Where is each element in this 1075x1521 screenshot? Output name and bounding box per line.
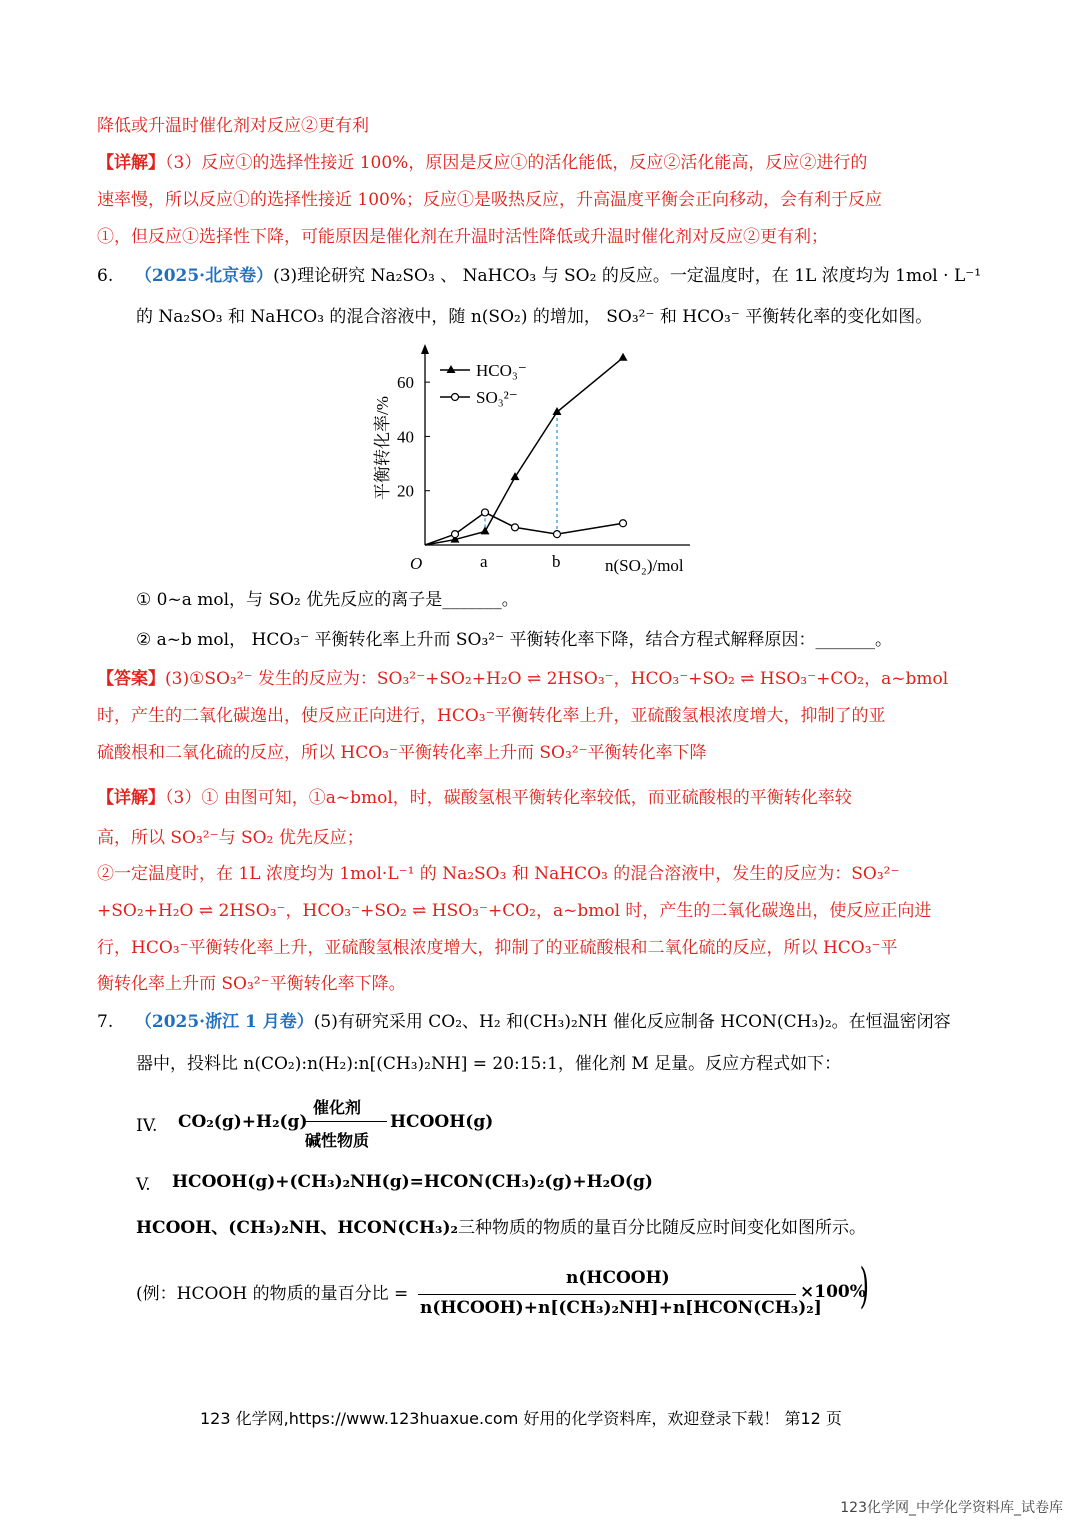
question-text: (3)理论研究 Na₂SO₃ 、 NaHCO₃ 与 SO₂ 的反应。一定温度时，在 1L 浓度均为 1mol · L⁻¹ — [273, 266, 982, 286]
legend-label: HCO₃⁻ — [476, 361, 527, 380]
detail-line: ①，但反应①选择性下降，可能原因是催化剂在升温时活性降低或升温时催化剂对反应②更有利； — [97, 227, 828, 247]
watermark: 123化学网_中学化学资料库_试卷库 — [840, 1500, 1063, 1516]
close-paren: ) — [859, 1258, 870, 1314]
sub-question-1: ① 0~a mol，与 SO₂ 优先反应的离子是_______。 — [136, 590, 519, 610]
example-prefix: (例：HCOOH 的物质的量百分比 = — [136, 1284, 409, 1304]
question-6-line — [97, 264, 981, 288]
y-tick-label: 60 — [397, 373, 414, 393]
equation-v: HCOOH(g)+(CH₃)₂NH(g)=HCON(CH₃)₂(g)+H₂O(g) — [172, 1172, 653, 1192]
question-text — [136, 1216, 866, 1240]
question-source: （2025·浙江 1 月卷） — [134, 1012, 314, 1032]
detail-text: （3）反应①的选择性接近 100%，原因是反应①的活化能低，反应②活化能高，反应②进行的 — [165, 153, 868, 173]
x-axis-label: n(SO₂)/mol — [605, 556, 684, 575]
answer-line: 降低或升温时催化剂对反应②更有利 — [97, 116, 369, 136]
question-number: 6. — [97, 266, 114, 286]
data-point-triangle — [553, 407, 562, 415]
origin-label: O — [410, 554, 423, 573]
example-suffix: ×100% — [800, 1282, 866, 1302]
series-line — [425, 358, 623, 545]
y-axis-arrow — [421, 344, 429, 354]
conversion-chart — [360, 340, 720, 576]
question-7-line — [97, 1010, 951, 1034]
question-text: 的 Na₂SO₃ 和 NaHCO₃ 的混合溶液中，随 n(SO₂) 的增加， SO₃²⁻ 和 HCO₃⁻ 平衡转化率的变化如图。 — [136, 307, 933, 327]
detail-tag: 【详解】 — [97, 153, 165, 173]
answer-line — [97, 667, 948, 691]
legend-label: SO₃²⁻ — [476, 388, 518, 407]
equation-iv-arrow — [303, 1121, 387, 1122]
species-list: HCOOH、(CH₃)₂NH、HCON(CH₃)₂ — [136, 1218, 458, 1238]
question-text: 器中，投料比 n(CO₂):n(H₂):n[(CH₃)₂NH] = 20:15:1，催化剂 M 足量。反应方程式如下： — [136, 1054, 842, 1074]
sub-question-2: ② a~b mol， HCO₃⁻ 平衡转化率上升而 SO₃²⁻ 平衡转化率下降，结合方程式解释原因：_______。 — [136, 630, 892, 650]
answer-line: 时，产生的二氧化碳逸出，使反应正向进行，HCO₃⁻平衡转化率上升，亚硫酸氢根浓度增大，抑制了的亚 — [97, 706, 886, 726]
question-source: （2025·北京卷） — [134, 266, 274, 286]
y-axis-label: 平衡转化率/% — [373, 396, 392, 500]
data-point-circle — [512, 524, 519, 531]
data-point-triangle — [619, 353, 628, 361]
equation-iv-condition-top: 催化剂 — [313, 1098, 362, 1117]
data-point-triangle — [481, 526, 490, 534]
equation-iv-condition-bottom: 碱性物质 — [305, 1131, 370, 1150]
legend-marker-circle — [452, 394, 459, 401]
legend-marker-triangle — [447, 365, 456, 373]
detail-line — [97, 786, 852, 810]
equation-label: IV. — [136, 1116, 158, 1136]
detail-tag: 【详解】 — [97, 788, 165, 808]
question-text-rest: 三种物质的物质的量百分比随反应时间变化如图所示。 — [457, 1218, 866, 1238]
example-denominator: n(HCOOH)+n[(CH₃)₂NH]+n[HCON(CH₃)₂] — [420, 1298, 822, 1318]
detail-text: （3）① 由图可知，①a~bmol，时，碳酸氢根平衡转化率较低，而亚硫酸根的平衡转化率较 — [165, 788, 852, 808]
detail-line — [97, 151, 867, 175]
example-numerator: n(HCOOH) — [566, 1268, 670, 1288]
page-footer: 123 化学网,https://www.123huaxue.com 好用的化学资料库，欢迎登录下载！ 第12 页 — [200, 1409, 842, 1428]
detail-line: 速率慢，所以反应①的选择性接近 100%；反应①是吸热反应，升高温度平衡会正向移动，会有利于反应 — [97, 190, 883, 210]
question-text: (5)有研究采用 CO₂、H₂ 和(CH₃)₂NH 催化反应制备 HCON(CH₃)₂。在恒温密闭容 — [313, 1012, 951, 1032]
data-point-circle — [554, 531, 561, 538]
answer-line: 硫酸根和二氧化硫的反应，所以 HCO₃⁻平衡转化率上升而 SO₃²⁻平衡转化率下降 — [97, 743, 707, 763]
equation-iv-right: HCOOH(g) — [390, 1112, 494, 1132]
detail-line: 行，HCO₃⁻平衡转化率上升，亚硫酸氢根浓度增大，抑制了的亚硫酸根和二氧化硫的反应，所以 HCO₃⁻平 — [97, 938, 898, 958]
x-tick-label: a — [480, 552, 488, 571]
data-point-circle — [620, 520, 627, 527]
answer-text: (3)①SO₃²⁻ 发生的反应为：SO₃²⁻+SO₂+H₂O ⇌ 2HSO₃⁻，HCO₃⁻+SO₂ ⇌ HSO₃⁻+CO₂，a~bmol — [165, 669, 949, 689]
data-point-circle — [482, 509, 489, 516]
detail-line: ②一定温度时，在 1L 浓度均为 1mol·L⁻¹ 的 Na₂SO₃ 和 NaHCO₃ 的混合溶液中，发生的反应为：SO₃²⁻ — [97, 864, 900, 884]
detail-line: +SO₂+H₂O ⇌ 2HSO₃⁻，HCO₃⁻+SO₂ ⇌ HSO₃⁻+CO₂，a~bmol 时，产生的二氧化碳逸出，使反应正向进 — [97, 901, 932, 921]
answer-tag: 【答案】 — [97, 669, 165, 689]
detail-line: 衡转化率上升而 SO₃²⁻平衡转化率下降。 — [97, 974, 406, 994]
equation-label: V. — [136, 1175, 151, 1195]
y-tick-label: 40 — [397, 427, 414, 447]
data-point-circle — [452, 531, 459, 538]
fraction-bar — [418, 1294, 796, 1295]
detail-line: 高，所以 SO₃²⁻与 SO₂ 优先反应； — [97, 828, 364, 848]
y-tick-label: 20 — [397, 481, 414, 501]
question-number: 7. — [97, 1012, 114, 1032]
equation-iv-left: CO₂(g)+H₂(g) — [178, 1112, 308, 1132]
x-tick-label: b — [552, 552, 561, 571]
